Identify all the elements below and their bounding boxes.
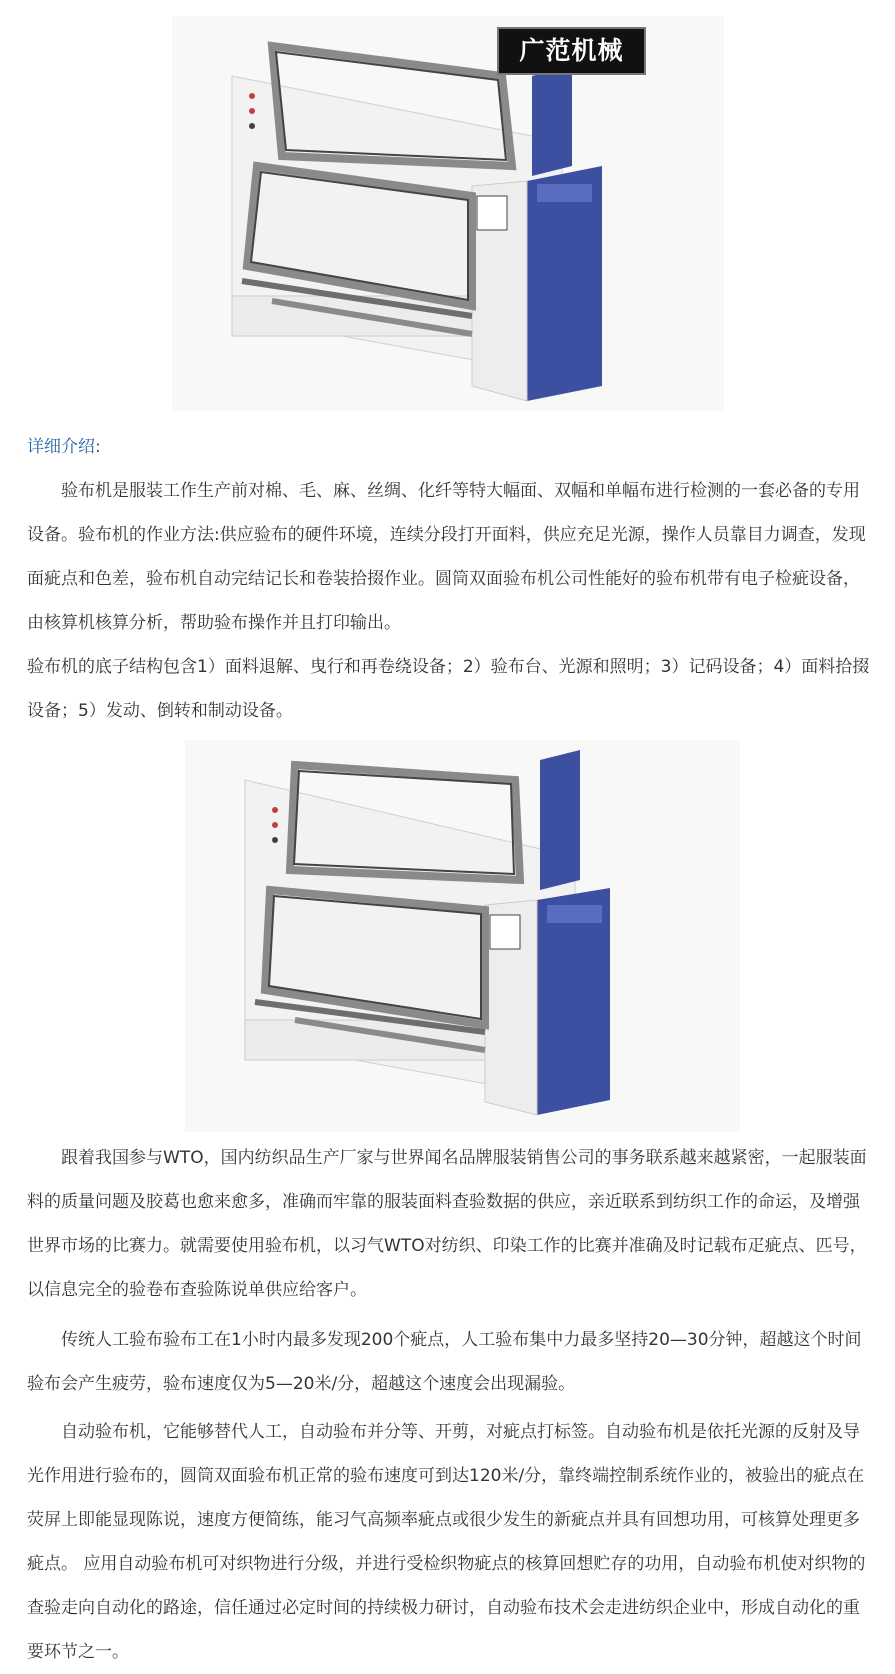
section-title: 详细介绍: (27, 437, 101, 457)
paragraph-manual-inspection: 传统人工验布验布工在1小时内最多发现200个疵点，人工验布集中力最多坚持20—30分钟，超越这个时间验布会产生疲劳，验布速度仅为5—20米/分，超越这个速度会出现漏验。 (27, 1330, 862, 1394)
paragraph-automatic-inspection: 自动验布机，它能够替代人工，自动验布并分等、开剪，对疵点打标签。自动验布机是依托光源的反射及导光作用进行验布的，圆筒双面验布机正常的验布速度可到达120米/分，靠终端控制系统作业的，被验出的疵点在荧屏上即能显现陈说，速度方便简练，能习气高频率疵点或很少发生的新疵点并具有回想功用，可核算处理更多疵点。 应用自动验布机可对织物进行分级，并进行受检织物疵点的核算回想贮存的功用，自动验布机使对织物的查验走向自动化的路途，信任通过必定时间的持续极力研讨，自动验布技术会走进纺织企业中，形成自动化的重要环节之一。 (27, 1422, 866, 1662)
brand-badge: 广范机械 (497, 27, 646, 75)
fabric-inspection-machine-photo (185, 740, 740, 1132)
paragraph-structure: 验布机的底子结构包含1）面料退解、曳行和再卷绕设备；2）验布台、光源和照明；3）记码设备；4）面料拾掇设备；5）发动、倒转和制动设备。 (27, 657, 870, 721)
paragraph-intro: 验布机是服装工作生产前对棉、毛、麻、丝绸、化纤等特大幅面、双幅和单幅布进行检测的一套必备的专用设备。验布机的作业方法:供应验布的硬件环境，连续分段打开面料，供应充足光源，操作人员靠目力调查，发现面疵点和色差，验布机自动完结记长和卷装拾掇作业。圆筒双面验布机公司性能好的验布机带有电子检疵设备，由核算机核算分析，帮助验布操作并且打印输出。 (27, 481, 866, 633)
fabric-inspection-machine-photo (172, 16, 724, 411)
product-photo-middle (185, 740, 740, 1132)
product-photo-top (172, 16, 724, 411)
paragraph-wto: 跟着我国参与WTO，国内纺织品生产厂家与世界闻名品牌服装销售公司的事务联系越来越紧密，一起服装面料的质量问题及胶葛也愈来愈多，准确而牢靠的服装面料查验数据的供应，亲近联系到纺织工作的命运，及增强世界市场的比赛力。就需要使用验布机，以习气WTO对纺织、印染工作的比赛并准确及时记载布疋疵点、匹号，以信息完全的验卷布查验陈说单供应给客户。 (27, 1148, 867, 1300)
